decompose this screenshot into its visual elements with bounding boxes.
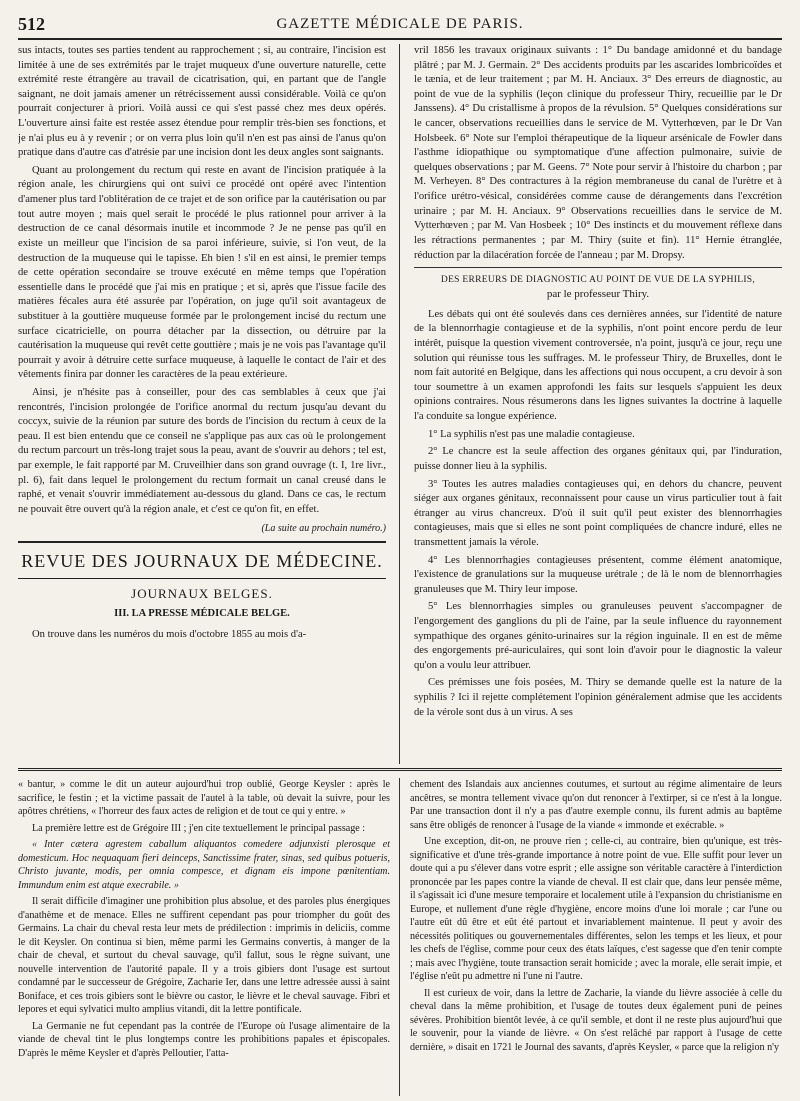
section-subtitle: JOURNAUX BELGES. — [131, 586, 273, 602]
list-item: 4° Les blennorrhagies contagieuses présentent, comme élément anatomique, l'existence de granulations sur la muqueuse urétrale ; de là le nom de blennorrhagies granuleuses que M. Thiry leur impose. — [414, 554, 782, 595]
right-column — [414, 44, 782, 764]
bottom-left-column — [18, 778, 390, 1096]
page-number: 512 — [18, 13, 45, 34]
list-item: 3° Toutes les autres maladies contagieuses qui, en dehors du chancre, peuvent siéger aux organes génitaux, reconnaissent pour cause un virus particulier tout à fait étranger au virus chancreux. D'où il suit qu'il peut exister des blennorrhagies contagieuses, mais que si elles ne sont point compliquées de chancre induré, elles ne transmettent jamais la vérole. — [414, 478, 782, 548]
bottom-right-column — [410, 778, 782, 1096]
paragraph: Ces prémisses une fois posées, M. Thiry se demande quelle est la nature de la syphilis ? Ici il rejette complétement l'opinion généralement admise que les accidents de la vérole sont dus à un virus. A ses — [414, 677, 782, 718]
paragraph: La Germanie ne fut cependant pas la contrée de l'Europe où l'usage alimentaire de la viande de cheval tint le plus longtemps contre les prohibitions papales et épiscopales. D'après le même Keysler et d'après Pelloutier, l'atta- — [18, 1020, 390, 1059]
paragraph: sus intacts, toutes ses parties tendent au rapprochement ; si, au contraire, l'incision est limitée à une de ses extrémités par le trajet muqueux d'une ouverture naturelle, cette extrémité reste étrangère au travail de cicatrisation, qui, en partant que de l'angle saignant, ne doit jamais amener un rétrécissement aussi considérable. Voilà ce qu'on pourrait conjecturer à priori. Voilà aussi ce qui s'est passé chez mes deux opérés. L'ouverture ainsi faite est restée assez étendue pour remplir très-bien ses fonctions, et je n'ai plus eu à y revenir ; or on verra plus loin qu'il n'en est pas ainsi de l'anus qu'on pratique dans d'autre cas d'atrésie par une incision dont les deux angles sont saignants. — [18, 45, 386, 159]
article-title-text: DES ERREURS DE DIAGNOSTIC AU POINT DE VUE DE LA SYPHILIS, — [440, 275, 756, 286]
article-byline: par le professeur Thiry. — [546, 287, 650, 300]
article-title — [414, 274, 782, 302]
paragraph: On trouve dans les numéros du mois d'octobre 1855 au mois d'a- — [32, 628, 307, 640]
paragraph: Les débats qui ont été soulevés dans ces dernières années, sur l'identité de nature de la blennorrhagie contagieuse et de la syphilis, n'ont point encore perdu de leur intérêt, puisque la question vivement controversée, n'a point, jusqu'à ce jour, reçu une solution qui réunisse tous les suffrages. M. le professeur Thiry, de Bruxelles, dont le nom fait autorité en Belgique, dans les affections qui nous occupent, a cru devoir à son tour soumettre à un examen approfondi les faits sur lesquels s'appuient les deux opinions contraires. Nous résumerons dans les lignes suivantes la doctrine à laquelle l'a conduite sa longue expérience. — [414, 308, 782, 423]
paragraph: Ainsi, je n'hésite pas à conseiller, pour des cas semblables à ceux que j'ai rencontrés, l'incision prolongée de l'orifice anormal du rectum jusqu'au devant du coccyx, suivie de la réunion par suture des bords de l'incision du rectum à ceux de la peau. Il est bien entendu que ce conseil ne s'applique pas aux cas où le prolongement du rectum parcourt un très-long trajet sous la peau, avant de s'ouvrir au dehors ; tel est, par exemple, le fait rapporté par M. Cruveilhier dans son grand ouvrage (t. I, 1re livr., pl. 6), fait dans lequel le prolongement du rectum formait un canal creusé dans le raphé, et venait s'ouvrir immédiatement au-dessous du gland. Dans ce cas, le rectum ne pouvait être ouvert qu'à la région anale, et c'est ce qu'on fit, en effet. — [18, 387, 386, 515]
paragraph: « bantur, » comme le dit un auteur aujourd'hui trop oublié, George Keysler : après le sacrifice, le festin ; et la victime passait de l'autel à la table, où devait la suivre, pour les apôtres chrétiens, « l'horreur des faux actes de religion et de tout ce qui y entre. » — [18, 779, 390, 818]
paragraph: Il est curieux de voir, dans la lettre de Zacharie, la viande du lièvre associée à celle du cheval dans la même prohibition, et l'usage de toutes deux également puni de peines sévères. Prohibition bientôt levée, à ce qu'il semble, et dont il ne reste plus aujourd'hui que le souvenir, pour la viande de lièvre. « On s'est relâché par rapport à l'usage de cette dernière, » disait en 1721 le Journal des savants, d'après Keysler, « parce que la religion n'y — [410, 987, 782, 1053]
paragraph: Quant au prolongement du rectum qui reste en avant de l'incision pratiquée à la région anale, les chirurgiens qui ont suivi ce procédé ont opéré avec l'intention d'amener plus tard l'oblitération de ce trajet et de son orifice par la cautérisation ou par tout autre moyen ; mais quel serait le procédé le plus rationnel pour arriver à la destruction de ce canal désormais inutile et incommode ? Je ne pense pas qu'il en existe un meilleur que l'incision de sa paroi inférieure, suivie, si l'on veut, de la destruction de la muqueuse qui le tapisse. Eh bien ! s'il en est ainsi, le premier temps de cette opération secondaire se trouve exécuté en même temps que l'opération essentielle dans le procédé que j'ai mis en pratique ; et si, après que l'issue facile des matières fécales aura été assurée par l'opération, on juge qu'il soit avantageux de substituer à la gouttière muqueuse formée par le prolongement incisé du rectum une surface cicatricielle, on pourra détacher par la dissection, ou détruire par la cautérisation la muqueuse qui revêt cette gouttière ; mais je ne vois pas l'avantage qu'il pourrait y avoir à détruire cette surface muqueuse, à laquelle le contact de l'air et des vêtements finira par donner les caractères de la peau extérieure. — [18, 164, 386, 381]
latin-quote: « Inter cætera agrestem caballum aliquantos comedere adjunxisti plerosque et domesticum. Hoc nequaquam fieri deinceps, Sanctissime frater, sinas, sed quibus potueris, Christo juvante, modis, per omnia compesce, et dignam eis impone pœnitentiam. Immundum enim est atque execrabile. » — [18, 839, 390, 891]
paragraph: chement des Islandais aux anciennes coutumes, et surtout au régime alimentaire de leurs ancêtres, se montra tellement vivace qu'on dut renoncer à l'extirper, si ce n'est à la longue. Par une transaction dont il n'y a pas d'autre exemple connu, ils furent admis au baptême sans être obligés de renoncer à l'usage de la viande « immonde et exécrable. » — [410, 779, 782, 831]
subsection-title: III. LA PRESSE MÉDICALE BELGE. — [114, 608, 290, 620]
column-divider — [399, 44, 400, 764]
continued-note: (La suite au prochain numéro.) — [261, 522, 386, 534]
page-header — [18, 10, 782, 40]
column-divider — [399, 778, 400, 1096]
paragraph: Il serait difficile d'imaginer une prohibition plus absolue, et des paroles plus énergiques d'anathème et de menace. Elles ne suffirent cependant pas pour triompher du goût des Germains. La chair du cheval resta leur mets de prédilection : imprimis in deliciis, comme le dit Keysler. On continua si bien, même parmi les Germains convertis, à manger de la chair de cheval, et surtout du cheval sauvage, qu'il fallut, sous le règne suivant, une nouvelle intervention de l'autorité papale. Il y a trois gibiers dont l'usage est surtout condamné par le successeur de Grégoire, Zacharie Ier, dans une lettre adressée aussi à saint Boniface, et ces trois gibiers sont le bièvre ou castor, le lièvre et le cheval sauvage. Fibri et lepores et equi sylvatici multo amplius vitandi, dit la lettre pontificale. — [18, 896, 390, 1016]
list-item: 1° La syphilis n'est pas une maladie contagieuse. — [428, 428, 635, 440]
divider — [414, 267, 782, 268]
feuilleton-rule — [18, 768, 782, 771]
journal-title: GAZETTE MÉDICALE DE PARIS. — [276, 15, 524, 32]
left-column — [18, 44, 386, 764]
paragraph: Une exception, dit-on, ne prouve rien ; celle-ci, au contraire, bien qu'unique, est très-significative et d'une très-grande importance à notre point de vue. Elle suffit pour lever un doute qui a pu s'élever dans votre esprit ; elle assigne son véritable caractère à l'interdiction prononcée par les papes contre la viande de cheval. Il est clair que, dans leur pensée même, il s'agissait ici d'une mesure temporaire et localement utile à l'expansion du christianisme en Europe, et nullement d'une règle d'hygiène, encore moins d'une loi morale ; car l'une ou l'autre eût dû être et eût été partout et invariablement maintenue. Il peut y avoir des nécessités politiques ou gouvernementales différentes, selon les temps et les lieux, et pour les chefs de l'église, comme pour ceux des états laïques, c'est sagesse que d'en tenir compte ; mais avec l'hygiène, toute transaction serait homicide ; avec la morale, elle serait impie, et l'église n'eût pu admettre ni l'une ni l'autre. — [410, 836, 782, 983]
paragraph: vril 1856 les travaux originaux suivants : 1° Du bandage amidonné et du bandage plâtré ; par M. J. Germain. 2° Des accidents produits par les ascarides lombricoïdes et le tænia, et de leur traitement ; par M. H. Anciaux. 3° Des erreurs de diagnostic, au point de vue de la syphilis (leçon clinique du professeur Thiry, recueillie par le Dr Janssens). 4° Du cristallisme à propos de la révulsion. 5° Quelques considérations sur le cancer, observations recueillies dans le service de M. Vytterhœven, par le Dr Van Holsbeek. 6° Note sur l'emploi thérapeutique de la liqueur arsénicale de Fowler dans l'asthme idiopathique ou symptomatique d'une affection pulmonaire, suivie de quelques observations ; par M. Geens. 7° Note pour servir à l'histoire du charbon ; par M. Verheyen. 8° Des contractures à la région membraneuse du canal de l'urètre et à l'orifice urétro-vésical, considérées comme cause de dérangements dans l'excrétion urinaire ; par M. H. Anciaux. 9° Observations recueillies dans le service de M. Vytterhœven ; par M. Van Hosbeek ; 10° Des instincts et du mouvement réflexe dans les rétractions permanentes ; par M. Thiry (suite et fin). 11° Hernie étranglée, réduction par la dilacération forcée de l'anneau ; par M. Dropsy. — [414, 45, 782, 261]
section-title: REVUE DES JOURNAUX DE MÉDECINE. — [18, 541, 386, 579]
list-item: 5° Les blennorrhagies simples ou granuleuses peuvent s'accompagner de l'engorgement des ganglions du pli de l'aine, par la seule influence du rayonnement sympathique des organes génito-urinaires sur la région inguinale. Il en est de même des engorgements pré-auriculaires, qui sont loin d'avoir pour le diagnostic la valeur qu'on a voulu leur attribuer. — [414, 601, 782, 671]
list-item: 2° Le chancre est la seule affection des organes génitaux qui, par l'induration, puisse donner lieu à la syphilis. — [414, 446, 782, 472]
paragraph: La première lettre est de Grégoire III ; j'en cite textuellement le principal passage : — [32, 822, 366, 834]
